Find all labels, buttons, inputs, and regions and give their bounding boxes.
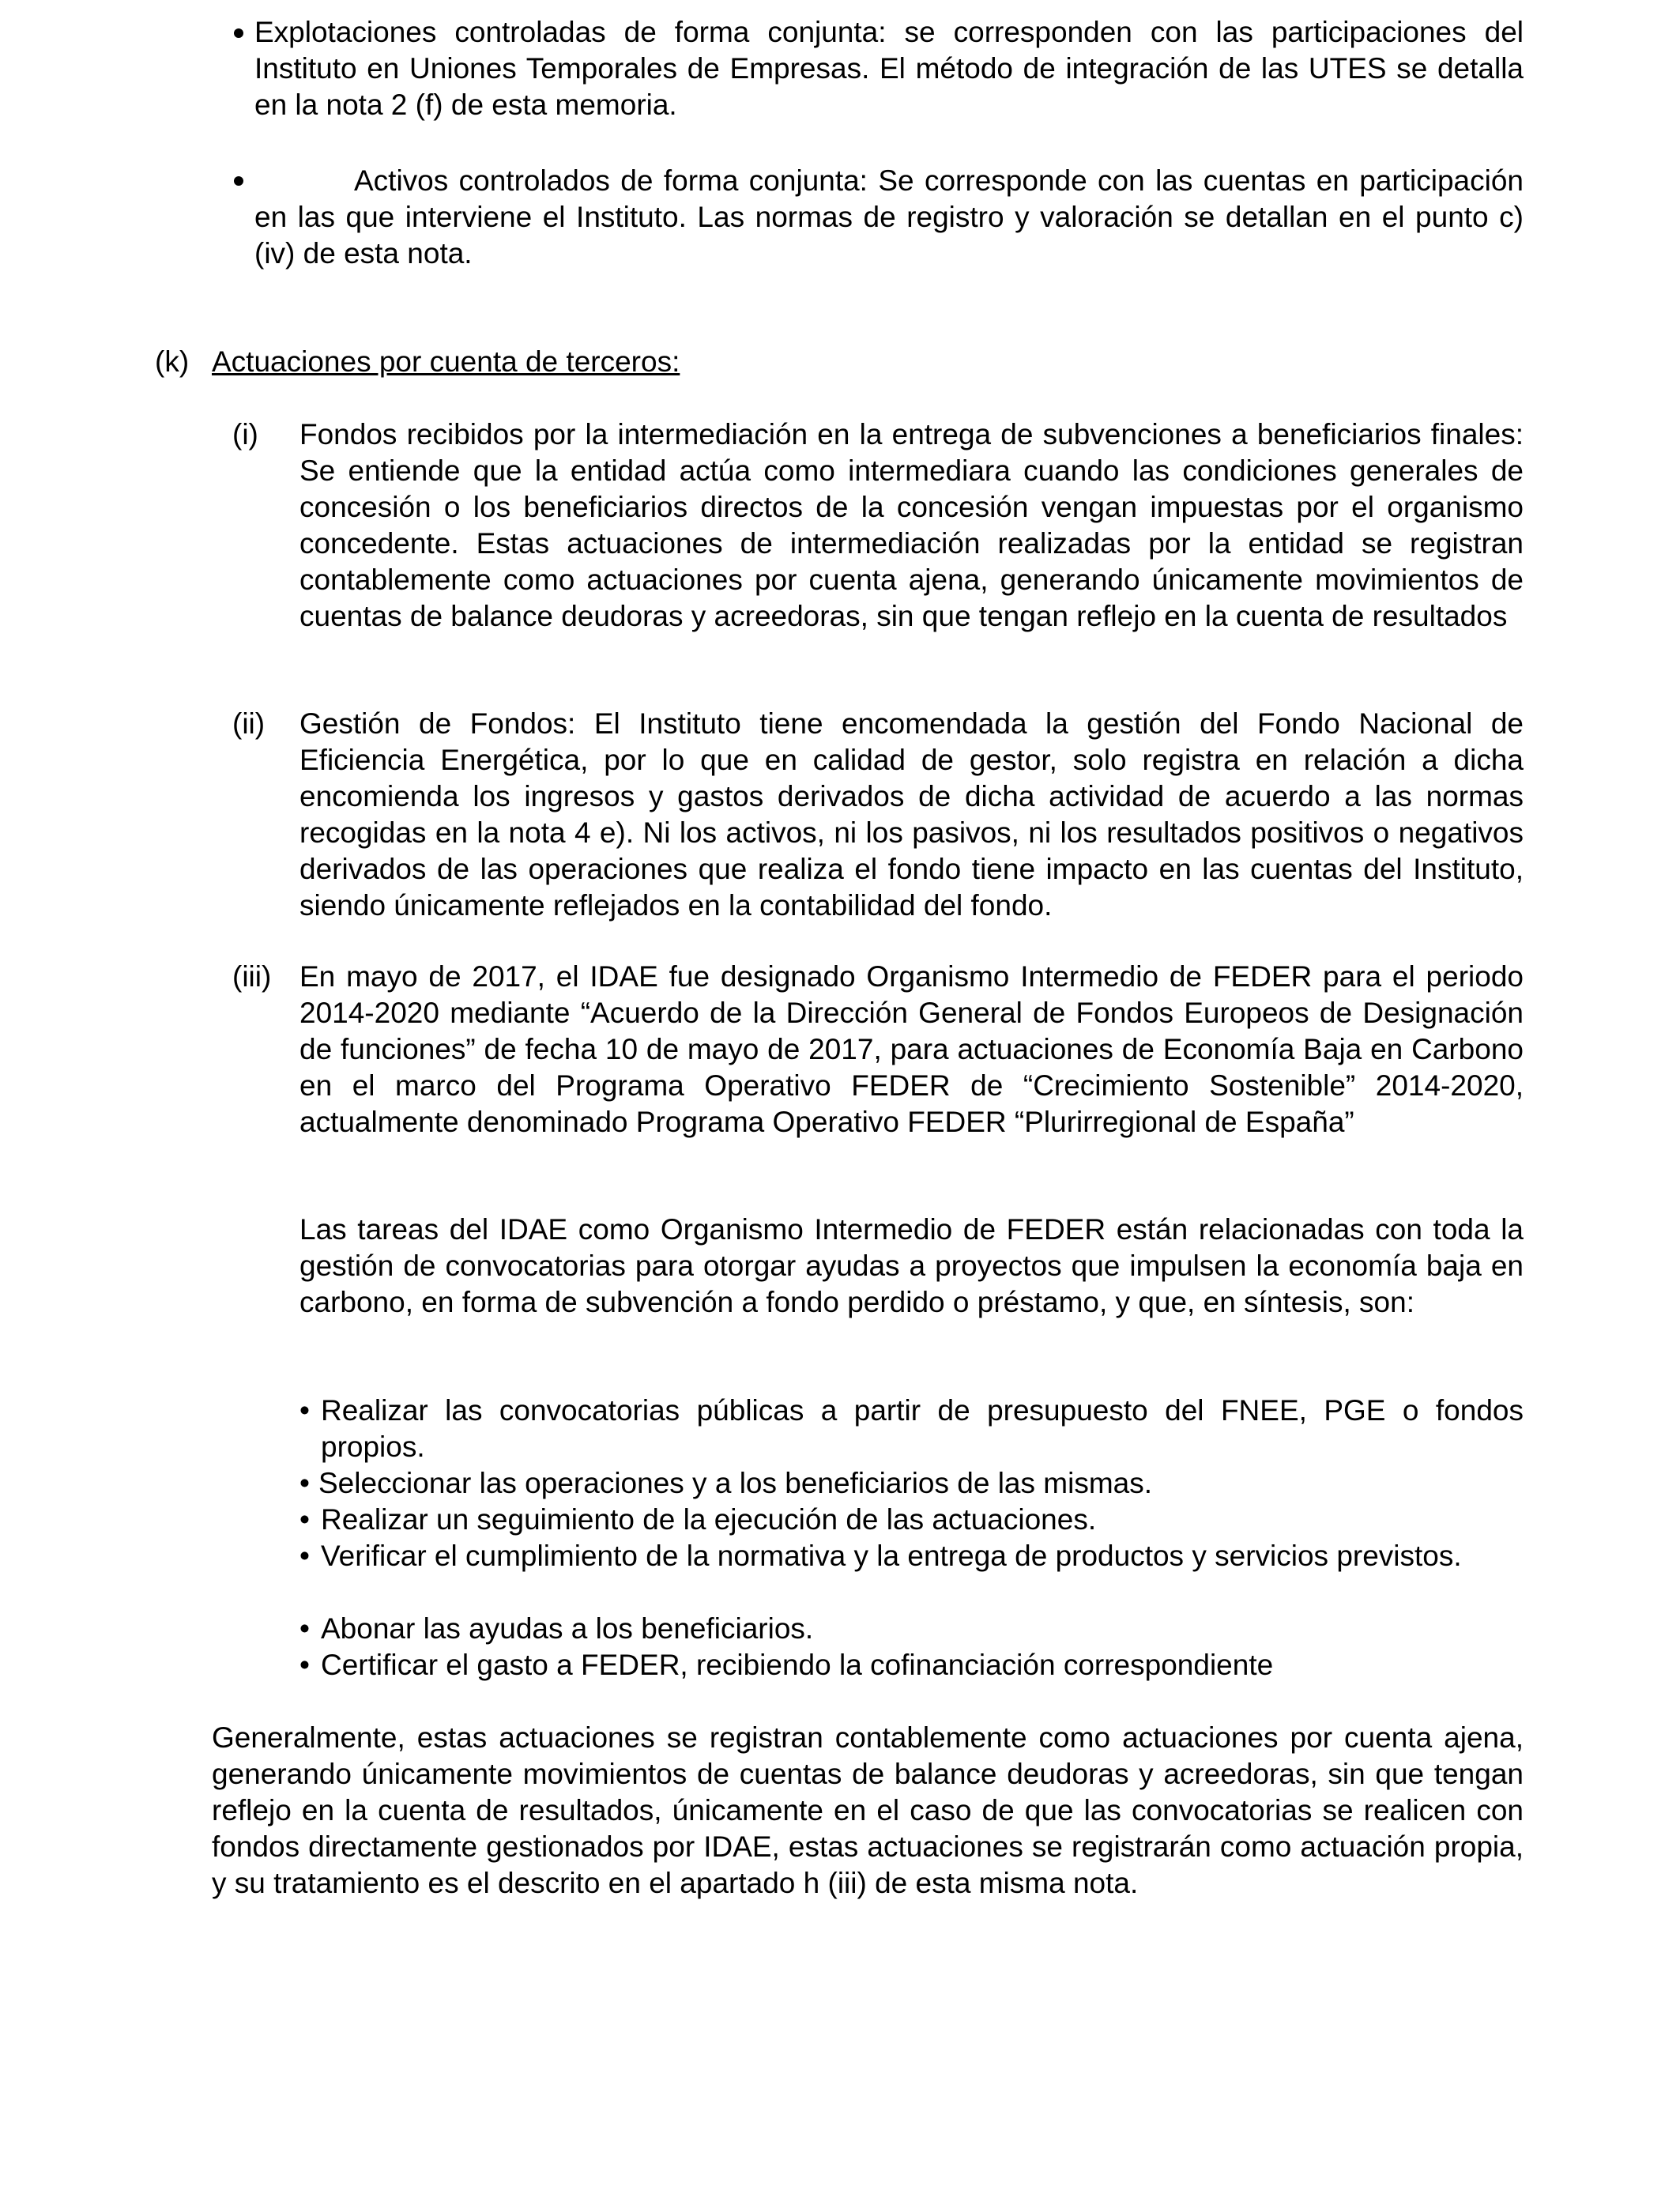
task-item: Realizar un seguimiento de la ejecución de las actuaciones. [321, 1503, 1097, 1536]
closing-paragraph [212, 1720, 1524, 1902]
task-item: Realizar las convocatorias públicas a partir de presupuesto del FNEE, PGE o fondos propios. [321, 1394, 1524, 1463]
intro-bullet-text: Activos controlados de forma conjunta: Se corresponde con las cuentas en participación en las que interviene el Instituto. Las normas de registro y valoración se detallan en el punto c) (iv) de esta nota. [254, 164, 1524, 270]
task-bullet-icon: • [299, 1503, 310, 1536]
item-i-text [299, 417, 1524, 635]
task-item: Seleccionar las operaciones y a los beneficiarios de las mismas. [318, 1467, 1153, 1499]
task-item: Certificar el gasto a FEDER, recibiendo la cofinanciación correspondiente [321, 1649, 1274, 1681]
bullet-dot-icon [234, 28, 243, 38]
item-label: (ii) [232, 707, 266, 740]
bullet-dot-icon [234, 176, 243, 186]
item-iii-text [299, 959, 1524, 1140]
task-bullet-icon: • [299, 1467, 310, 1499]
item-label: (iii) [232, 960, 272, 993]
intro-bullet-2 [254, 163, 1524, 272]
task-bullet-icon: • [299, 1540, 310, 1572]
task-item: Abonar las ayudas a los beneficiarios. [321, 1612, 814, 1645]
task-bullet-icon: • [299, 1394, 310, 1427]
item-ii-text [299, 706, 1524, 924]
item-paragraph: En mayo de 2017, el IDAE fue designado Organismo Intermedio de FEDER para el periodo 2014-2020 mediante “Acuerdo de la Dirección General de Fondos Europeos de Designación de funciones” de fecha 10 de mayo de 2017, para actuaciones de Economía Baja en Carbono en el marco del Programa Operativo FEDER de “Crecimiento Sostenible” 2014-2020, actualmente denominado Programa Operativo FEDER “Plurirregional de España” [299, 960, 1524, 1138]
item-paragraph: Gestión de Fondos: El Instituto tiene encomendada la gestión del Fondo Nacional de Eficiencia Energética, por lo que en calidad de gestor, solo registra en relación a dicha encomienda los ingresos y gastos derivados de dicha actividad de acuerdo a las normas recogidas en la nota 4 e). Ni los activos, ni los pasivos, ni los resultados positivos o negativos derivados de las operaciones que realiza el fondo tiene impacto en las cuentas del Instituto, siendo únicamente reflejados en la contabilidad del fondo. [299, 707, 1524, 922]
section-label: (k) [155, 345, 190, 378]
item-label: (i) [232, 418, 258, 450]
closing-text: Generalmente, estas actuaciones se registran contablemente como actuaciones por cuenta ajena, generando únicamente movimientos de cuentas de balance deudoras y acreedoras, sin que tengan reflejo en la cuenta de resultados, únicamente en el caso de que las convocatorias se realicen con fondos directamente gestionados por IDAE, estas actuaciones se registrarán como actuación propia, y su tratamiento es el descrito en el apartado h (iii) de esta misma nota. [212, 1721, 1524, 1899]
item-paragraph: Fondos recibidos por la intermediación en la entrega de subvenciones a beneficiarios finales: Se entiende que la entidad actúa como intermediara cuando las condiciones generales de concesión o los beneficiarios directos de la concesión vengan impuestas por el organismo concedente. Estas actuaciones de intermediación realizadas por la entidad se registran contablemente como actuaciones por cuenta ajena, generando únicamente movimientos de cuentas de balance deudoras y acreedoras, sin que tengan reflejo en la cuenta de resultados [299, 418, 1524, 632]
section-title: Actuaciones por cuenta de terceros: [212, 345, 680, 378]
tasks-intro [299, 1212, 1524, 1321]
task-item: Verificar el cumplimiento de la normativa y la entrega de productos y servicios previstos. [321, 1540, 1462, 1572]
tasks-intro-paragraph: Las tareas del IDAE como Organismo Intermedio de FEDER están relacionadas con toda la gestión de convocatorias para otorgar ayudas a proyectos que impulsen la economía baja en carbono, en forma de subvención a fondo perdido o préstamo, y que, en síntesis, son: [299, 1213, 1524, 1318]
task-bullet-icon: • [299, 1612, 310, 1645]
intro-bullet-text: Explotaciones controladas de forma conjunta: se corresponden con las participaciones del Instituto en Uniones Temporales de Empresas. El método de integración de las UTES se detalla en la nota 2 (f) de esta memoria. [254, 16, 1524, 121]
intro-bullet-1 [254, 14, 1524, 123]
task-bullet-icon: • [299, 1649, 310, 1681]
